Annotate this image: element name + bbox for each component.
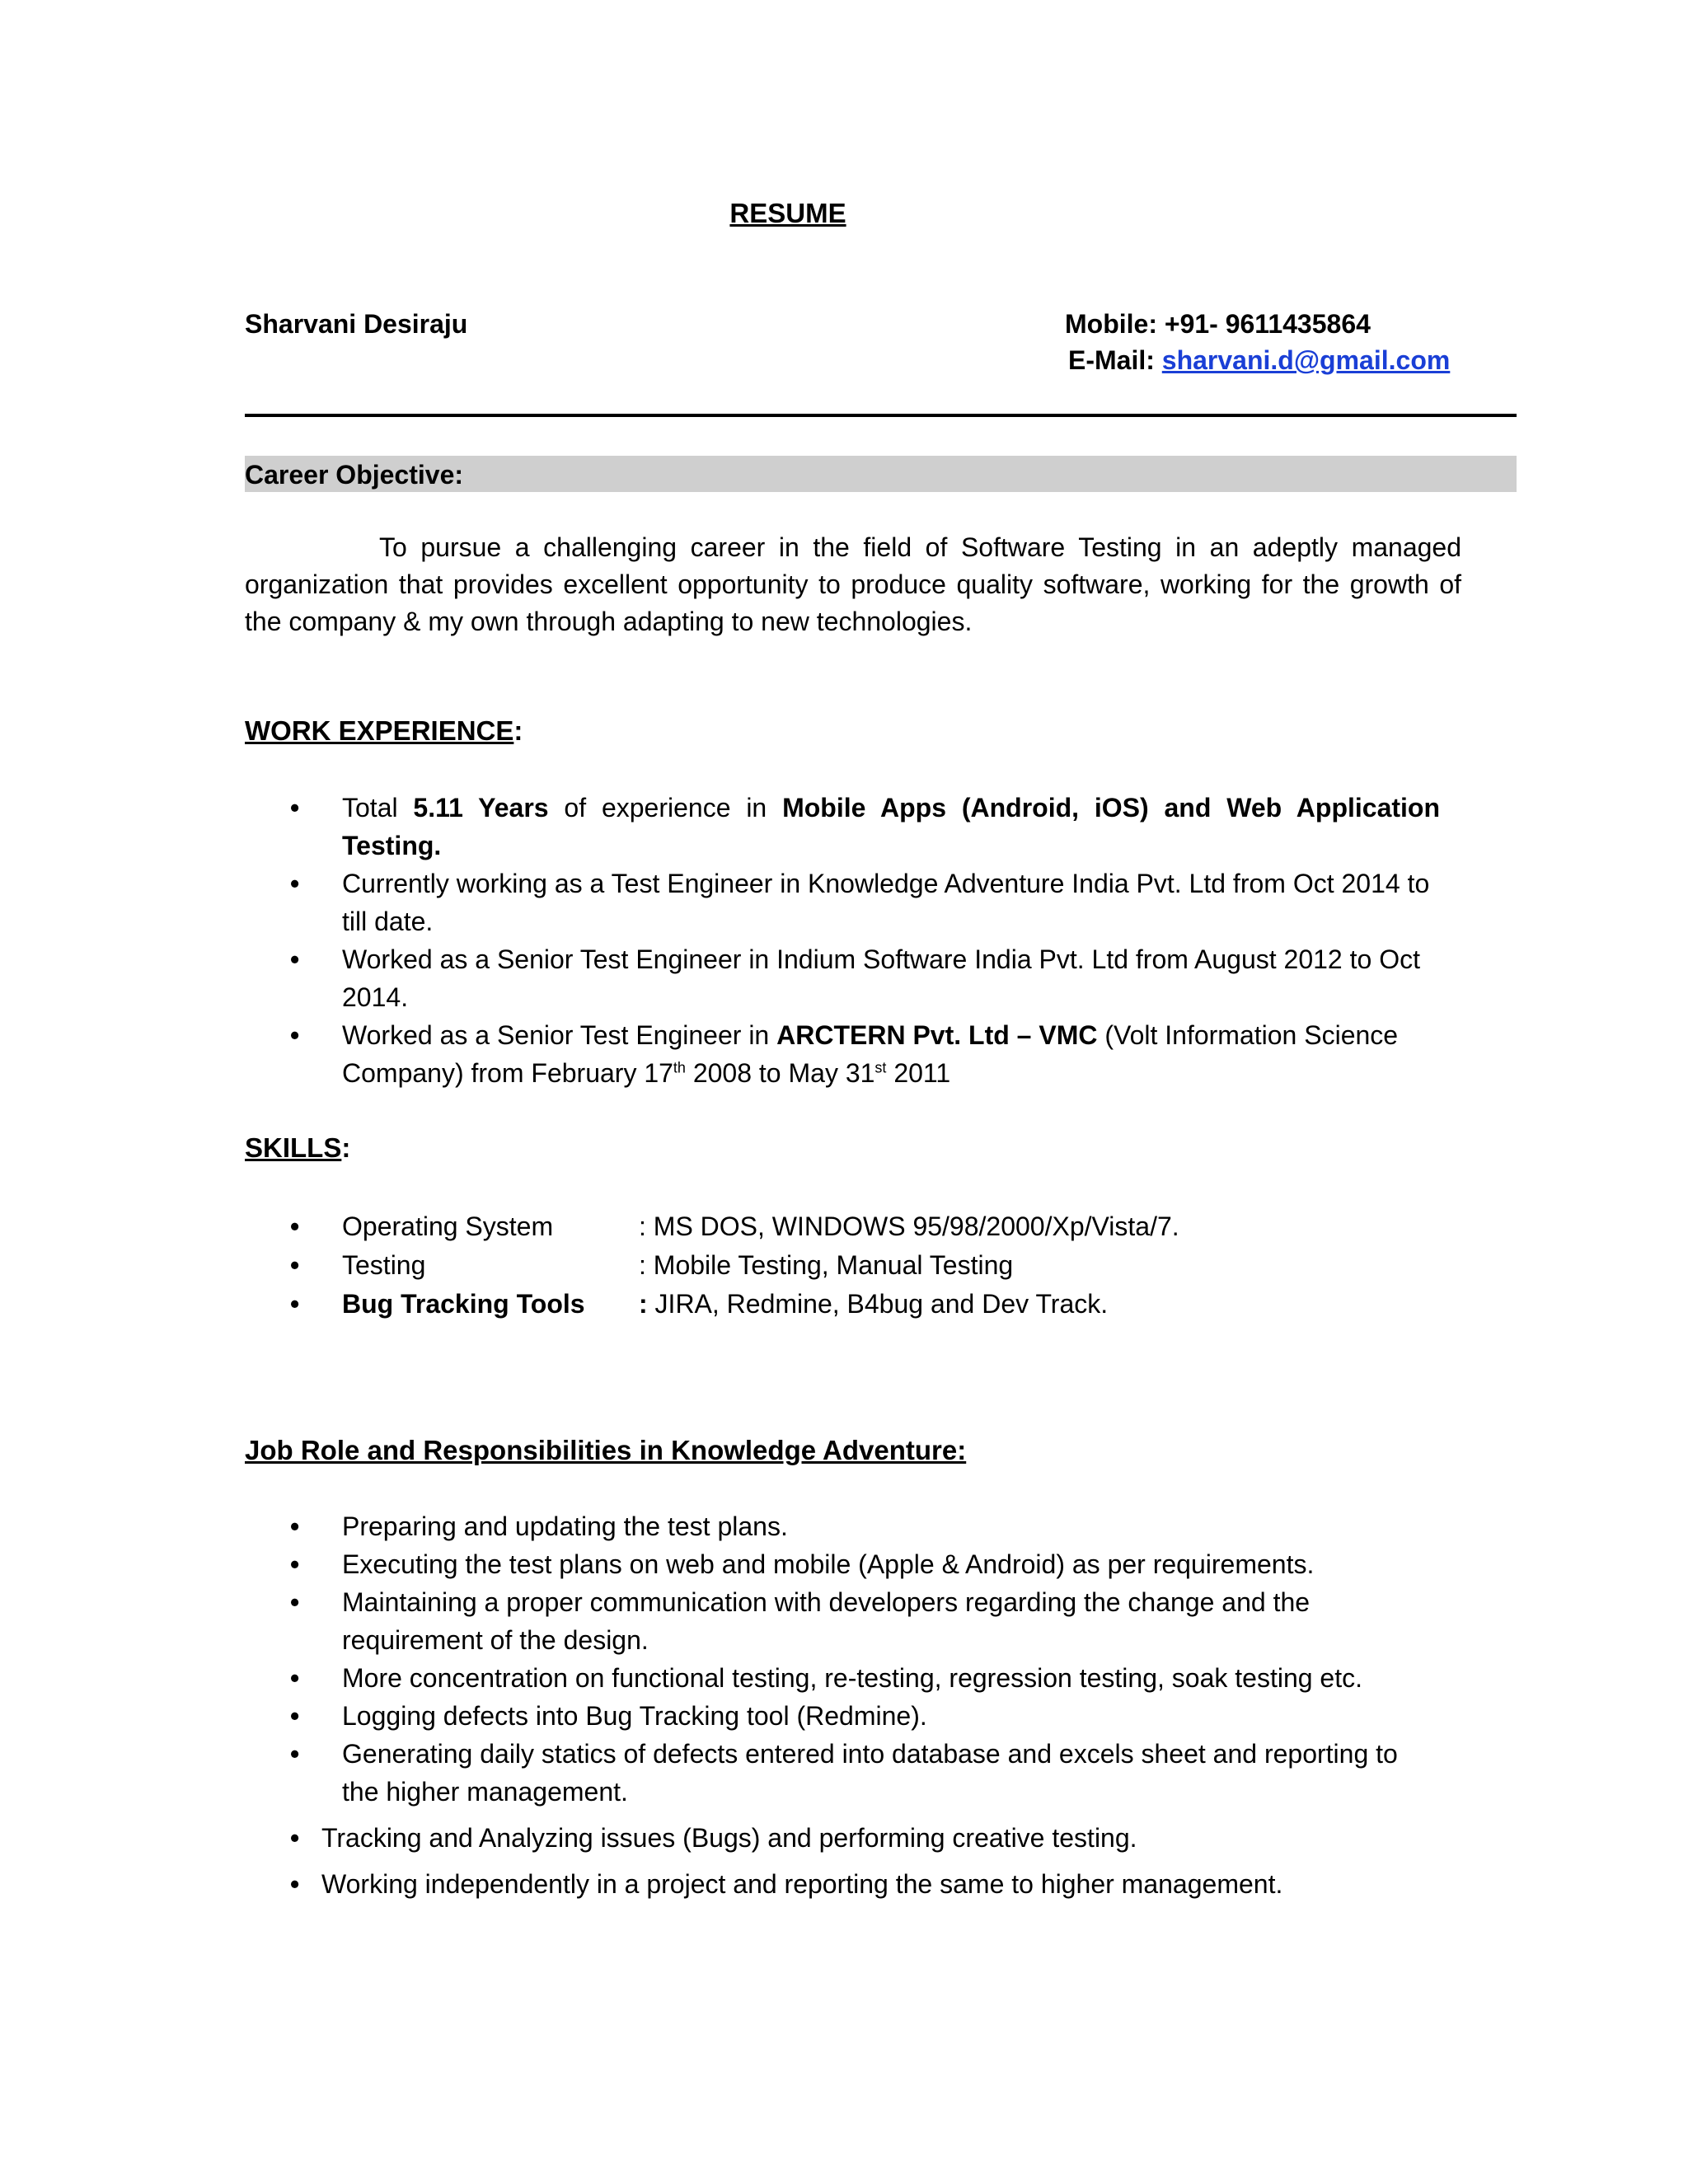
email-label: E-Mail: (1068, 345, 1155, 375)
list-item (245, 1016, 1440, 1092)
objective-text (245, 529, 1461, 640)
bullet-icon: • (290, 1587, 300, 1617)
superscript: th (673, 1059, 686, 1076)
bullet-icon: • (290, 1701, 300, 1731)
bullet-icon: • (290, 1020, 300, 1050)
job-item: Executing the test plans on web and mobile (Apple & Android) as per requirements. (342, 1549, 1315, 1579)
candidate-name: Sharvani Desiraju (245, 309, 468, 339)
bullet-icon: • (290, 1739, 300, 1769)
bullet-icon: • (290, 1511, 300, 1541)
job-item: Tracking and Analyzing issues (Bugs) and performing creative testing. (321, 1823, 1137, 1853)
job-heading-text: Job Role and Responsibilities in Knowledge Adventure: (245, 1435, 967, 1465)
skill-key: Testing (342, 1250, 426, 1280)
job-item: Generating daily statics of defects entered into database and excels sheet and reporting to the higher management. (342, 1739, 1398, 1807)
email-line (1068, 345, 1450, 376)
bullet-icon: • (290, 1289, 300, 1319)
text-run: 2008 to May 31 (685, 1058, 875, 1088)
job-role-heading (245, 1435, 966, 1466)
work-item-4 (342, 1016, 1440, 1092)
job-item: Logging defects into Bug Tracking tool (Redmine). (342, 1701, 927, 1731)
text-run: 5.11 Years (413, 793, 549, 823)
skill-colon: : (639, 1289, 648, 1319)
job-item: Working independently in a project and reporting the same to higher management. (321, 1869, 1283, 1899)
bullet-icon: • (290, 1212, 300, 1241)
list-item (245, 1207, 1440, 1246)
text-run: Total (342, 793, 414, 823)
work-item-2: Currently working as a Test Engineer in Knowledge Adventure India Pvt. Ltd from Oct 2014 to till date. (342, 869, 1430, 936)
mobile-line (1065, 309, 1371, 340)
bullet-icon: • (290, 1663, 300, 1693)
work-heading-text: WORK EXPERIENCE (245, 715, 514, 746)
mobile-value: +91- 9611435864 (1164, 309, 1371, 339)
superscript: st (874, 1059, 887, 1076)
list-item (245, 1246, 1440, 1285)
list-item (245, 1583, 1440, 1659)
page-title: RESUME (729, 198, 846, 228)
skills-heading-colon: : (341, 1132, 351, 1163)
list-item (245, 1697, 1440, 1735)
list-item (245, 1659, 1440, 1697)
text-run: 2011 (886, 1058, 951, 1088)
text-run: of experience in (548, 793, 783, 823)
list-item (245, 1865, 1440, 1903)
bullet-icon: • (290, 944, 300, 974)
work-experience-heading (245, 715, 523, 747)
job-item: Preparing and updating the test plans. (342, 1511, 788, 1541)
objective-paragraph: To pursue a challenging career in the field of Software Testing in an adeptly managed organization that provides excellent opportunity to produce quality software, working for the growth of the company & my own through adapting to new technologies. (245, 532, 1461, 636)
list-item (245, 1285, 1440, 1324)
bullet-icon: • (290, 869, 300, 898)
bullet-icon: • (290, 1250, 300, 1280)
job-role-list (245, 1507, 1440, 1903)
work-item-3: Worked as a Senior Test Engineer in Indium Software India Pvt. Ltd from August 2012 to Oct 2014. (342, 944, 1420, 1012)
text-run: Mobile Apps (Android, iOS) and Web Application Testing. (342, 793, 1441, 860)
text-run: (Volt Information Science Company) from February 17 (342, 1020, 1399, 1088)
skills-heading-text: SKILLS (245, 1132, 342, 1163)
list-item (245, 1507, 1440, 1545)
job-item: More concentration on functional testing, re-testing, regression testing, soak testing etc. (342, 1663, 1362, 1693)
list-item (245, 789, 1440, 865)
list-item (245, 865, 1440, 940)
list-item (245, 1545, 1440, 1583)
skill-key: Operating System (342, 1212, 554, 1241)
list-item (245, 940, 1440, 1016)
skill-key: Bug Tracking Tools (342, 1289, 585, 1319)
skills-list (245, 1207, 1440, 1324)
list-item (245, 1819, 1440, 1857)
skills-heading (245, 1132, 350, 1164)
text-run: Worked as a Senior Test Engineer in (342, 1020, 777, 1050)
list-item (245, 1735, 1440, 1811)
bullet-icon: • (290, 1549, 300, 1579)
mobile-label: Mobile: (1065, 309, 1157, 339)
skill-row (342, 1207, 1440, 1246)
objective-heading: Career Objective: (245, 460, 464, 490)
work-item-1 (342, 789, 1440, 865)
skill-value: JIRA, Redmine, B4bug and Dev Track. (647, 1289, 1109, 1319)
skill-value: : Mobile Testing, Manual Testing (639, 1250, 1014, 1280)
skill-row (342, 1285, 1440, 1324)
text-run: ARCTERN Pvt. Ltd – VMC (776, 1020, 1098, 1050)
job-item: Maintaining a proper communication with developers regarding the change and the requirement of the design. (342, 1587, 1311, 1655)
work-experience-list (245, 789, 1440, 1092)
bullet-icon: • (290, 1869, 300, 1899)
header-divider (245, 414, 1517, 417)
bullet-icon: • (290, 1823, 300, 1853)
email-link[interactable]: sharvani.d@gmail.com (1161, 345, 1451, 375)
skill-row (342, 1246, 1440, 1285)
bullet-icon: • (290, 793, 300, 823)
work-heading-colon: : (513, 715, 523, 746)
skill-value: : MS DOS, WINDOWS 95/98/2000/Xp/Vista/7. (639, 1212, 1179, 1241)
